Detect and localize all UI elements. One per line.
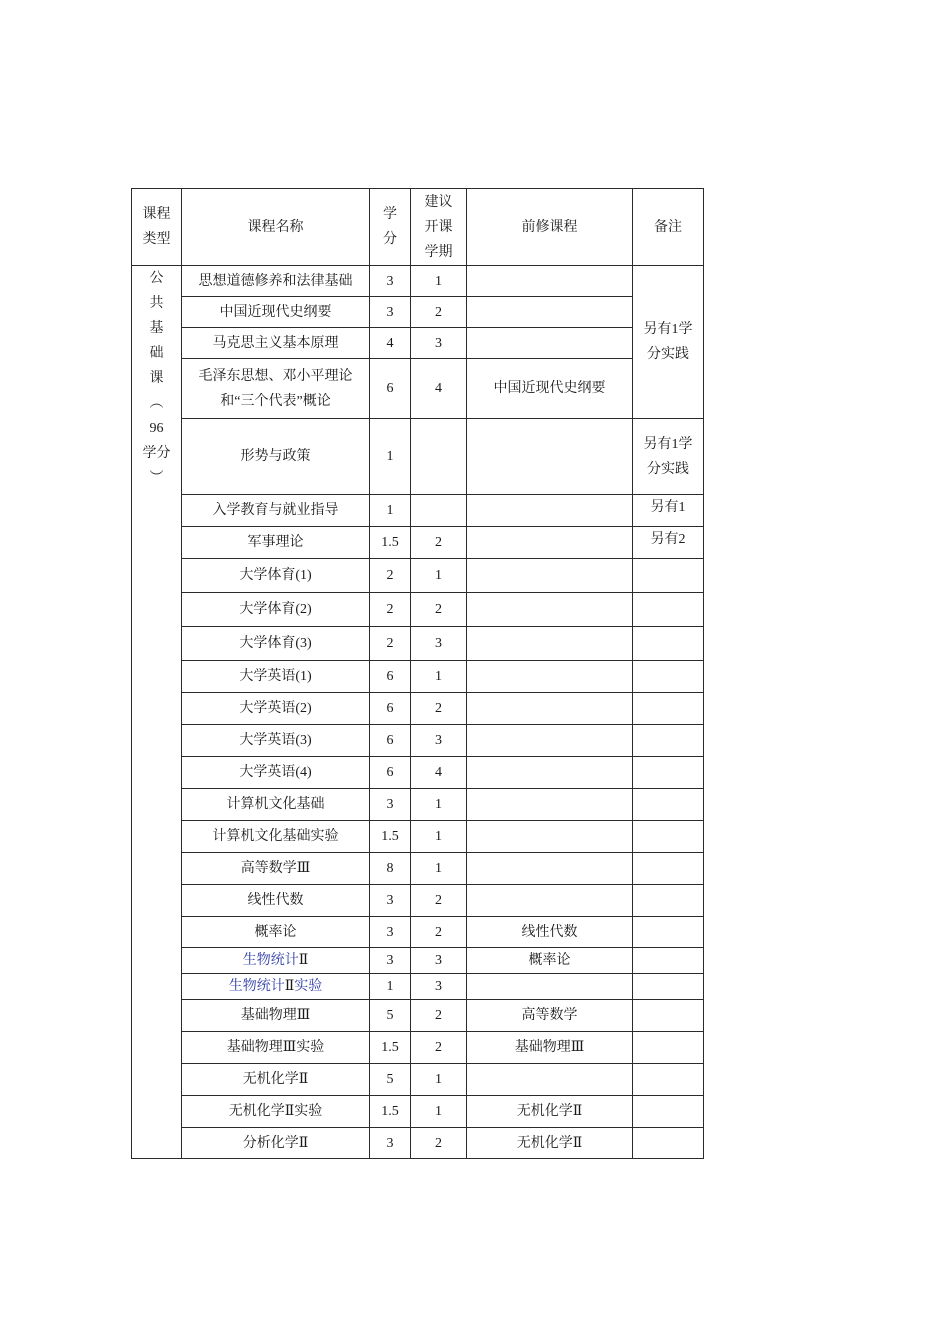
category-char: 公: [149, 271, 164, 286]
table-row: [132, 1000, 704, 1032]
course-credit: 1: [370, 974, 411, 1000]
course-semester: 1: [411, 661, 467, 693]
course-credit: 6: [370, 757, 411, 789]
header-remark: 备注: [633, 189, 704, 266]
remark-cell: [633, 1128, 704, 1159]
remark-cell: [633, 559, 704, 593]
course-credit: 3: [370, 1128, 411, 1159]
remark-cell: [633, 948, 704, 974]
course-credit: 1: [370, 419, 411, 495]
remark-cell: [633, 821, 704, 853]
remark-cell: [633, 593, 704, 627]
table-row: [132, 661, 704, 693]
course-credit: 1.5: [370, 1096, 411, 1128]
remark-cell: [633, 1032, 704, 1064]
course-name-suffix: Ⅱ: [284, 979, 295, 994]
course-credit: 3: [370, 789, 411, 821]
course-name: 毛泽东思想、邓小平理论和“三个代表”概论: [182, 359, 370, 419]
remark-cell: [633, 853, 704, 885]
course-prereq: [467, 974, 633, 1000]
course-semester: 3: [411, 948, 467, 974]
course-name-highlight: 生物统计: [228, 979, 285, 994]
course-prereq: [467, 266, 633, 297]
course-prereq: [467, 725, 633, 757]
course-credit: 3: [370, 885, 411, 917]
course-prereq: [467, 627, 633, 661]
table-row: [132, 1032, 704, 1064]
course-credit: 6: [370, 725, 411, 757]
course-name: 计算机文化基础实验: [182, 821, 370, 853]
remark-cell: 另有1学分实践: [633, 419, 704, 495]
course-prereq: [467, 419, 633, 495]
table-row: [132, 1064, 704, 1096]
table-row: [132, 266, 704, 297]
category-char: 共: [149, 296, 164, 311]
header-semester: 建议开课学期: [411, 189, 467, 266]
remark-cell: [633, 725, 704, 757]
course-credit: 6: [370, 359, 411, 419]
course-name: [182, 948, 370, 974]
course-prereq: 无机化学Ⅱ: [467, 1096, 633, 1128]
remark-cell: [633, 974, 704, 1000]
course-prereq: [467, 693, 633, 725]
course-prereq: [467, 1064, 633, 1096]
course-semester: 3: [411, 974, 467, 1000]
table-row: [132, 359, 704, 419]
table-row: [132, 328, 704, 359]
remark-cell: [633, 885, 704, 917]
table-row: [132, 821, 704, 853]
course-name: 大学英语(4): [182, 757, 370, 789]
course-prereq: [467, 559, 633, 593]
course-name: 分析化学Ⅱ: [182, 1128, 370, 1159]
course-semester: 1: [411, 821, 467, 853]
course-semester: 2: [411, 297, 467, 328]
course-prereq: [467, 593, 633, 627]
course-name: 计算机文化基础: [182, 789, 370, 821]
course-semester: [411, 495, 467, 527]
category-char: 96: [149, 421, 164, 436]
course-prereq: [467, 853, 633, 885]
category-char: 基: [149, 321, 164, 336]
table-row: [132, 559, 704, 593]
curriculum-table: [131, 188, 704, 1159]
course-name: 中国近现代史纲要: [182, 297, 370, 328]
table-row: [132, 789, 704, 821]
category-char: ︵: [149, 396, 164, 411]
course-credit: 1.5: [370, 1032, 411, 1064]
course-semester: 1: [411, 559, 467, 593]
table-row: [132, 853, 704, 885]
course-name: 基础物理Ⅲ: [182, 1000, 370, 1032]
course-semester: 1: [411, 1096, 467, 1128]
course-credit: 2: [370, 559, 411, 593]
course-credit: 3: [370, 917, 411, 948]
table-row: [132, 725, 704, 757]
course-credit: 8: [370, 853, 411, 885]
header-credit: 学分: [370, 189, 411, 266]
course-prereq: 中国近现代史纲要: [467, 359, 633, 419]
course-name: 无机化学Ⅱ实验: [182, 1096, 370, 1128]
course-prereq: 概率论: [467, 948, 633, 974]
course-prereq: 无机化学Ⅱ: [467, 1128, 633, 1159]
course-name: 马克思主义基本原理: [182, 328, 370, 359]
course-credit: 2: [370, 593, 411, 627]
course-credit: 2: [370, 627, 411, 661]
course-semester: 2: [411, 917, 467, 948]
remark-cell: 另有1学分实践: [633, 266, 704, 419]
course-prereq: [467, 527, 633, 559]
table-row: [132, 974, 704, 1000]
remark-cell: 另有1: [633, 495, 704, 527]
course-semester: 1: [411, 789, 467, 821]
course-prereq: 线性代数: [467, 917, 633, 948]
course-name: 军事理论: [182, 527, 370, 559]
remark-cell: [633, 1000, 704, 1032]
course-prereq: [467, 661, 633, 693]
course-name: 形势与政策: [182, 419, 370, 495]
course-name: 无机化学Ⅱ: [182, 1064, 370, 1096]
header-type: 课程类型: [132, 189, 182, 266]
course-name-tail: 实验: [294, 979, 323, 994]
course-semester: 4: [411, 757, 467, 789]
course-credit: 6: [370, 693, 411, 725]
remark-cell: [633, 1064, 704, 1096]
course-prereq: [467, 328, 633, 359]
remark-cell: [633, 757, 704, 789]
table-row: [132, 419, 704, 495]
table-row: [132, 297, 704, 328]
course-semester: 3: [411, 725, 467, 757]
table-row: [132, 593, 704, 627]
course-semester: 3: [411, 627, 467, 661]
course-prereq: 高等数学: [467, 1000, 633, 1032]
course-name: 思想道德修养和法律基础: [182, 266, 370, 297]
course-credit: 3: [370, 297, 411, 328]
course-credit: 1: [370, 495, 411, 527]
category-char: 础: [149, 346, 164, 361]
course-name: 大学体育(3): [182, 627, 370, 661]
table-header-row: [132, 189, 704, 266]
course-semester: [411, 419, 467, 495]
course-semester: 2: [411, 527, 467, 559]
table-row: [132, 527, 704, 559]
course-name-suffix: Ⅱ: [298, 953, 309, 968]
course-semester: 3: [411, 328, 467, 359]
course-name: 高等数学Ⅲ: [182, 853, 370, 885]
table-row: [132, 495, 704, 527]
remark-cell: 另有2: [633, 527, 704, 559]
course-name: 入学教育与就业指导: [182, 495, 370, 527]
course-credit: 1.5: [370, 527, 411, 559]
course-name: 概率论: [182, 917, 370, 948]
table-row: [132, 1128, 704, 1159]
course-credit: 4: [370, 328, 411, 359]
remark-cell: [633, 789, 704, 821]
table-row: [132, 948, 704, 974]
course-semester: 1: [411, 853, 467, 885]
table-row: [132, 757, 704, 789]
course-semester: 4: [411, 359, 467, 419]
course-credit: 6: [370, 661, 411, 693]
table-row: [132, 627, 704, 661]
category-char: 学分: [142, 446, 171, 461]
course-prereq: [467, 789, 633, 821]
course-semester: 2: [411, 1128, 467, 1159]
course-semester: 2: [411, 885, 467, 917]
remark-cell: [633, 917, 704, 948]
course-name: [182, 974, 370, 1000]
course-credit: 5: [370, 1000, 411, 1032]
course-semester: 1: [411, 266, 467, 297]
course-name: 大学体育(2): [182, 593, 370, 627]
course-prereq: [467, 885, 633, 917]
course-prereq: [467, 495, 633, 527]
course-credit: 3: [370, 266, 411, 297]
course-semester: 2: [411, 693, 467, 725]
course-prereq: [467, 297, 633, 328]
course-name: 大学英语(2): [182, 693, 370, 725]
course-name: 大学体育(1): [182, 559, 370, 593]
course-name: 大学英语(3): [182, 725, 370, 757]
remark-cell: [633, 661, 704, 693]
category-char: 课: [149, 371, 164, 386]
course-semester: 2: [411, 1032, 467, 1064]
course-prereq: 基础物理Ⅲ: [467, 1032, 633, 1064]
remark-cell: [633, 627, 704, 661]
remark-cell: [633, 693, 704, 725]
remark-cell: [633, 1096, 704, 1128]
table-row: [132, 917, 704, 948]
course-name: 大学英语(1): [182, 661, 370, 693]
course-name-highlight: 生物统计: [242, 953, 299, 968]
course-credit: 5: [370, 1064, 411, 1096]
header-name: 课程名称: [182, 189, 370, 266]
course-name: 线性代数: [182, 885, 370, 917]
course-semester: 2: [411, 1000, 467, 1032]
course-prereq: [467, 757, 633, 789]
course-credit: 1.5: [370, 821, 411, 853]
course-credit: 3: [370, 948, 411, 974]
course-prereq: [467, 821, 633, 853]
table-row: [132, 693, 704, 725]
category-cell: [132, 266, 182, 1159]
table-row: [132, 1096, 704, 1128]
course-name: 基础物理Ⅲ实验: [182, 1032, 370, 1064]
category-char: ︶: [149, 471, 164, 486]
table-row: [132, 885, 704, 917]
course-semester: 1: [411, 1064, 467, 1096]
course-semester: 2: [411, 593, 467, 627]
header-prereq: 前修课程: [467, 189, 633, 266]
